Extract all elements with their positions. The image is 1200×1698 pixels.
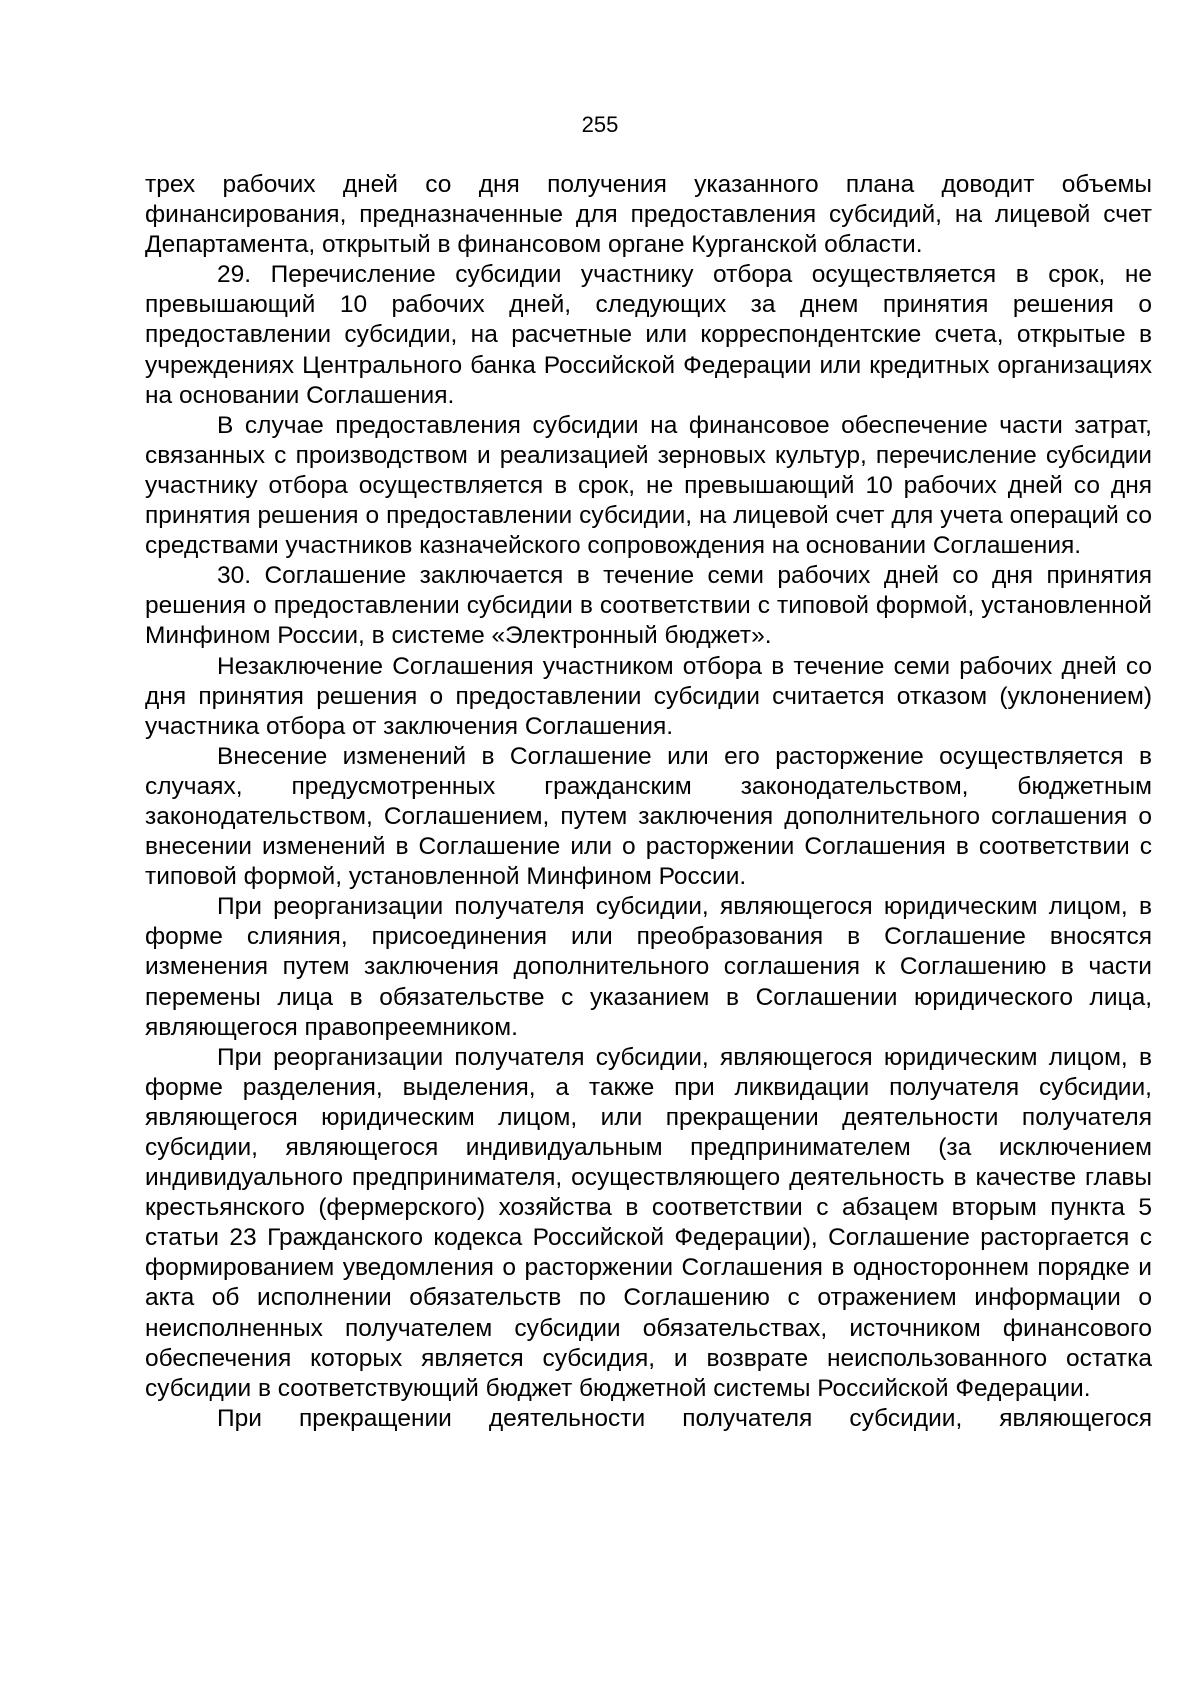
paragraph-item-30-refusal: Незаключение Соглашения участником отбора в течение семи рабочих дней со дня принятия решения о предоставлении субсидии считается отказом (уклонением) участника отбора от заключения Соглашения. xyxy=(145,652,1152,740)
paragraph-item-30-reorganization-division: При реорганизации получателя субсидии, являющегося юридическим лицом, в форме разделения, выделения, а также при ликвидации получателя субсидии, являющегося юридическим лицом, или прекращении деятельности получателя субсидии, являющегося индивидуальным предпринимателем (за исключением индивидуального предпринимателя, осуществляющего деятельность в качестве главы крестьянского (фермерского) хозяйства в соответствии с абзацем вторым пункта 5 статьи 23 Гражданского кодекса Российской Федерации), Соглашение расторгается с формированием уведомления о расторжении Соглашения в одностороннем порядке и акта об исполнении обязательств по Соглашению с отражением информации о неисполненных получателем субсидии обязательствах, источником финансового обеспечения которых является субсидия, и возврате неиспользованного остатка субсидии в соответствующий бюджет бюджетной системы Российской Федерации. xyxy=(145,1043,1152,1402)
paragraph-item-30-termination: При прекращении деятельности получателя субсидии, являющегося xyxy=(217,1404,1152,1432)
paragraph-item-30-reorganization-merger: При реорганизации получателя субсидии, являющегося юридическим лицом, в форме слияния, присоединения или преобразования в Соглашение вносятся изменения путем заключения дополнительного соглашения к Соглашению в части перемены лица в обязательстве с указанием в Соглашении юридического лица, являющегося правопреемником. xyxy=(145,893,1152,1041)
paragraph-item-30-amendments: Внесение изменений в Соглашение или его расторжение осуществляется в случаях, предусмотренных гражданским законодательством, бюджетным законодательством, Соглашением, путем заключения дополнительного соглашения о внесении изменений в Соглашение или о расторжении Соглашения в соответствии с типовой формой, установленной Минфином России. xyxy=(145,742,1152,891)
paragraph-item-29-grain-crops: В случае предоставления субсидии на финансовое обеспечение части затрат, связанных с производством и реализацией зерновых культур, перечисление субсидии участнику отбора осуществляется в срок, не превышающий 10 рабочих дней со дня принятия решения о предоставлении субсидии, на лицевой счет для учета операций со средствами участников казначейского сопровождения на основании Соглашения. xyxy=(145,411,1152,560)
paragraph-item-29: 29. Перечисление субсидии участнику отбора осуществляется в срок, не превышающий 10 рабочих дней, следующих за днем принятия решения о предоставлении субсидии, на расчетные или корреспондентские счета, открытые в учреждениях Центрального банка Российской Федерации или кредитных организациях на основании Соглашения. xyxy=(145,261,1152,409)
paragraph-item-30: 30. Соглашение заключается в течение семи рабочих дней со дня принятия решения о предоставлении субсидии в соответствии с типовой формой, установленной Минфином России, в системе «Электронный бюджет». xyxy=(145,562,1152,650)
page-number: 255 xyxy=(581,112,619,137)
document-body xyxy=(145,170,1152,1434)
paragraph-continuation: трех рабочих дней со дня получения указанного плана доводит объемы финансирования, предназначенные для предоставления субсидий, на лицевой счет Департамента, открытый в финансовом органе Курганской области. xyxy=(145,171,1152,259)
